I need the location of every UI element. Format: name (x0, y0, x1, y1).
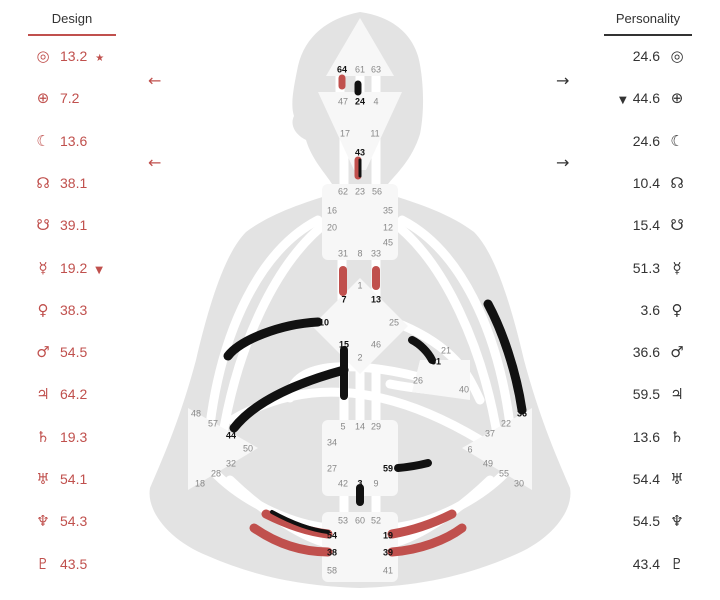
gate-8: 8 (357, 248, 363, 259)
uranus-icon: ♅ (670, 470, 684, 488)
personality-arrow-right-icon[interactable]: → (556, 71, 570, 90)
south-node-icon: ☋ (36, 216, 50, 235)
triangle-down-icon: ▼ (95, 264, 103, 276)
gate-64: 64 (336, 64, 348, 75)
gate-52: 52 (370, 515, 382, 526)
gate-11: 11 (370, 128, 380, 139)
north-node-icon: ☊ (36, 173, 50, 192)
design-arrow-left-icon[interactable]: ← (148, 153, 162, 172)
gate-17: 17 (339, 128, 351, 139)
gate-62: 62 (337, 186, 349, 197)
pluto-icon: ♇ (670, 554, 684, 573)
moon-icon: ☾ (36, 131, 50, 150)
design-column-header: Design (28, 10, 116, 36)
gate-1: 1 (357, 280, 363, 291)
jupiter-icon: ♃ (670, 385, 684, 404)
gate-32: 32 (225, 458, 237, 469)
star-icon: ★ (95, 53, 105, 64)
channel-59 (398, 463, 428, 468)
gate-18: 18 (194, 478, 206, 489)
gate-45: 45 (382, 237, 394, 248)
gate-40: 40 (458, 384, 470, 395)
gate-53: 53 (337, 515, 349, 526)
gate-6: 6 (467, 444, 473, 455)
gate-12: 12 (382, 222, 394, 233)
personality-value: 15.4 (632, 217, 660, 234)
design-value: 64.2 (60, 386, 88, 403)
neptune-icon: ♆ (670, 512, 684, 531)
gate-24: 24 (354, 96, 366, 107)
gate-56: 56 (371, 186, 383, 197)
pluto-icon: ♇ (36, 554, 50, 573)
gate-26: 26 (412, 375, 424, 386)
venus-icon: ♀ (671, 300, 683, 319)
south-node-icon: ☋ (670, 216, 684, 235)
gate-15: 15 (338, 339, 350, 350)
personality-value: 44.6 (632, 90, 660, 107)
gate-58: 58 (326, 565, 338, 576)
saturn-icon: ♄ (670, 427, 684, 446)
gate-46: 46 (370, 339, 382, 350)
design-value: 54.1 (60, 471, 88, 487)
design-value: 38.3 (60, 301, 88, 318)
gate-41: 41 (382, 565, 394, 576)
design-value: 38.1 (60, 174, 88, 191)
mars-icon: ♂ (670, 343, 684, 362)
gate-19: 19 (382, 530, 394, 541)
venus-icon: ♀ (37, 300, 49, 319)
north-node-icon: ☊ (670, 173, 684, 192)
gate-42: 42 (337, 478, 349, 489)
gate-9: 9 (373, 478, 379, 489)
gate-35: 35 (382, 205, 394, 216)
gate-43: 43 (354, 147, 366, 158)
personality-value: 24.6 (632, 132, 660, 149)
mercury-icon: ☿ (672, 258, 682, 277)
personality-value: 51.3 (632, 259, 660, 276)
mars-icon: ♂ (36, 343, 50, 362)
gate-61: 61 (354, 64, 366, 75)
design-value: 39.1 (60, 217, 88, 234)
personality-value: 54.5 (632, 513, 660, 530)
design-value: 54.5 (60, 344, 88, 361)
gate-38: 38 (326, 547, 338, 558)
mercury-icon: ☿ (38, 258, 48, 277)
gate-57: 57 (207, 418, 219, 429)
neptune-icon: ♆ (36, 512, 50, 531)
gate-2: 2 (357, 352, 363, 363)
design-value: 13.6 (60, 132, 88, 149)
gate-31: 31 (337, 248, 349, 259)
gate-20: 20 (326, 222, 338, 233)
jupiter-icon: ♃ (36, 385, 50, 404)
gate-27: 27 (326, 463, 338, 474)
gate-30: 30 (513, 478, 525, 489)
gate-48: 48 (190, 408, 202, 419)
design-value: 13.2 (60, 48, 88, 64)
personality-value: 10.4 (632, 174, 660, 191)
triangle-down-icon: ▼ (619, 95, 627, 107)
personality-value: 24.6 (632, 48, 660, 64)
personality-value: 59.5 (632, 386, 660, 403)
personality-value: 36.6 (632, 344, 660, 361)
design-value: 19.2 (60, 259, 88, 276)
design-value: 19.3 (60, 428, 88, 445)
gate-21: 21 (440, 345, 452, 356)
design-arrow-left-icon[interactable]: ← (148, 71, 162, 90)
earth-icon: ⊕ (36, 89, 50, 108)
gate-23: 23 (354, 186, 366, 197)
gate-47: 47 (337, 96, 349, 107)
gate-3: 3 (357, 478, 363, 489)
gate-55: 55 (498, 468, 510, 479)
gate-36: 36 (516, 408, 528, 419)
gate-51: 51 (430, 356, 442, 367)
gate-13: 13 (370, 294, 382, 305)
gate-44: 44 (225, 430, 237, 441)
gate-49: 49 (482, 458, 494, 469)
gate-50: 50 (242, 443, 254, 454)
gate-4: 4 (373, 96, 379, 107)
gate-63: 63 (370, 64, 382, 75)
design-value: 43.5 (60, 555, 88, 572)
gate-37: 37 (484, 428, 496, 439)
personality-value: 54.4 (632, 471, 660, 487)
gate-29: 29 (370, 421, 382, 432)
gate-54: 54 (326, 530, 338, 541)
personality-value: 43.4 (632, 555, 660, 572)
gate-28: 28 (210, 468, 222, 479)
design-value: 7.2 (60, 90, 80, 107)
design-value: 54.3 (60, 513, 88, 530)
gate-22: 22 (500, 418, 512, 429)
gate-7: 7 (341, 294, 347, 305)
sun-icon: ◎ (670, 47, 684, 65)
sun-icon: ◎ (36, 47, 50, 65)
gate-33: 33 (370, 248, 382, 259)
gate-5: 5 (340, 421, 346, 432)
gate-25: 25 (388, 317, 400, 328)
gate-39: 39 (382, 547, 394, 558)
gate-34: 34 (326, 437, 338, 448)
gate-14: 14 (354, 421, 366, 432)
personality-value: 13.6 (632, 428, 660, 445)
gate-10: 10 (318, 317, 330, 328)
personality-arrow-right-icon[interactable]: → (556, 153, 570, 172)
gate-16: 16 (326, 205, 338, 216)
uranus-icon: ♅ (36, 470, 50, 488)
earth-icon: ⊕ (670, 89, 684, 108)
gate-59: 59 (382, 463, 394, 474)
personality-value: 3.6 (640, 301, 660, 318)
gate-60: 60 (354, 515, 366, 526)
saturn-icon: ♄ (36, 427, 50, 446)
personality-column-header: Personality (604, 10, 692, 36)
moon-icon: ☾ (670, 131, 684, 150)
